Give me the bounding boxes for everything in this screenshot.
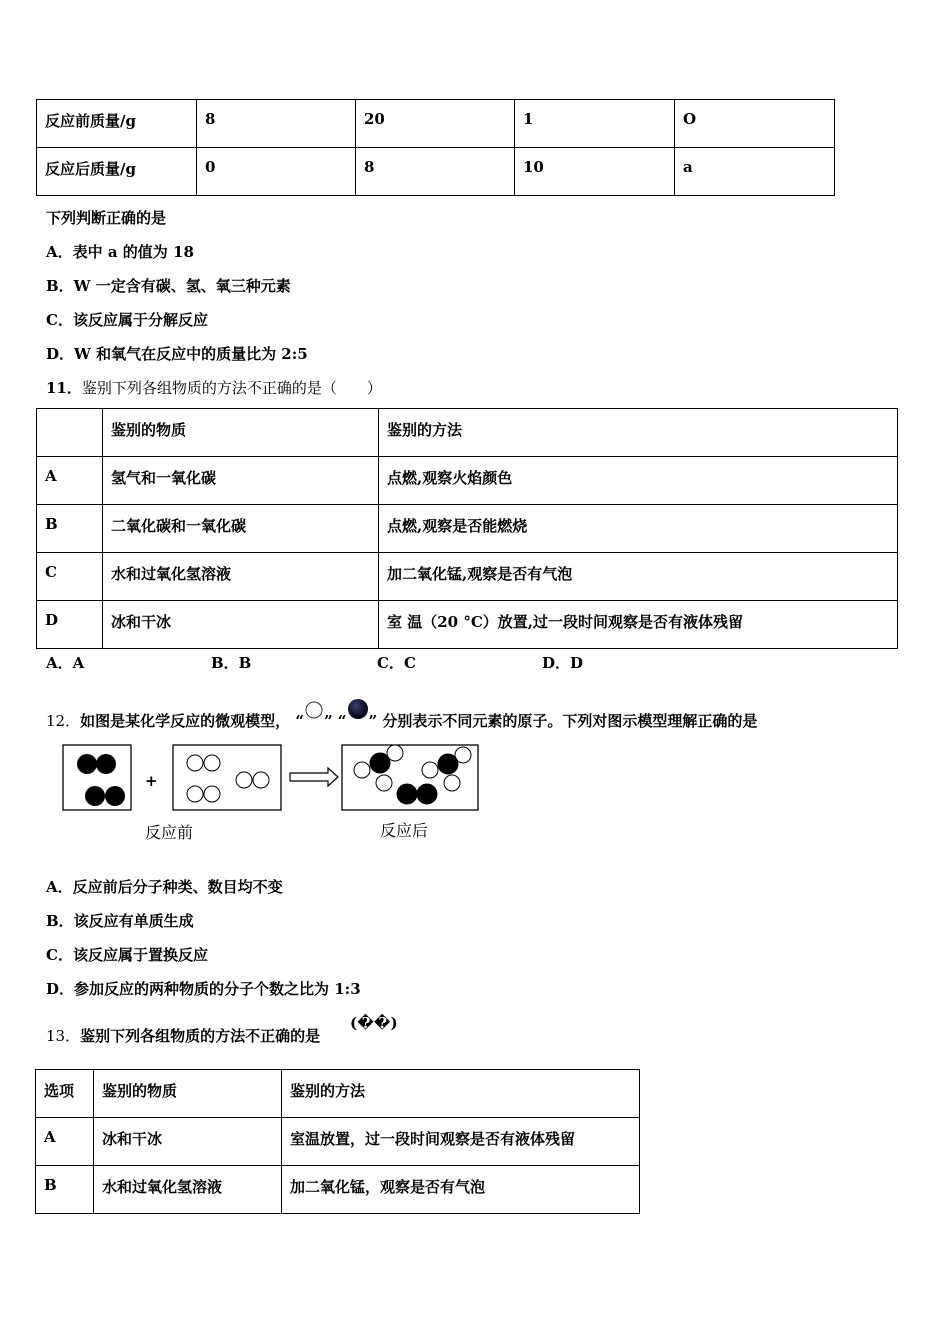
table-header-row xyxy=(37,409,898,457)
question-text-continued: 分别表示不同元素的原子。下列对图示模型理解正确的是 xyxy=(382,712,758,730)
table-cell: a xyxy=(675,148,835,196)
question-number: 13． xyxy=(46,1027,81,1045)
q13-table xyxy=(35,1069,640,1214)
header-cell: 鉴别的物质 xyxy=(103,409,379,457)
q13-garbled-parens: (��) xyxy=(350,1014,398,1032)
table-cell: 冰和干冰 xyxy=(94,1118,282,1166)
q12-option-d[interactable]: D．参加反应的两种物质的分子个数之比为 1:3 xyxy=(46,980,361,998)
choice-d[interactable]: D．D xyxy=(542,654,584,672)
reaction-mass-table xyxy=(36,99,835,196)
q12-option-c[interactable]: C．该反应属于置换反应 xyxy=(46,946,208,964)
option-letter: D xyxy=(37,601,103,649)
table-row xyxy=(37,601,898,649)
caption-after: 反应后 xyxy=(380,821,429,840)
question-text: 如图是某化学反应的微观模型， xyxy=(80,712,291,730)
choice-c[interactable]: C．C xyxy=(377,654,416,672)
plus-sign: + xyxy=(145,772,158,790)
table-cell: 二氧化碳和一氧化碳 xyxy=(103,505,379,553)
table-cell: 10 xyxy=(515,148,675,196)
question-text: 鉴别下列各组物质的方法不正确的是 xyxy=(80,1027,321,1045)
table-cell: 1 xyxy=(515,100,675,148)
q11-table xyxy=(36,408,898,649)
choice-b[interactable]: B．B xyxy=(211,654,252,672)
table-cell: 加二氧化锰,观察是否有气泡 xyxy=(379,553,898,601)
q10-option-b[interactable]: B．W 一定含有碳、氢、氧三种元素 xyxy=(46,277,291,295)
table-row xyxy=(37,553,898,601)
quote-close: ” xyxy=(368,712,378,730)
q12-stem xyxy=(46,698,757,731)
quote-close: ” xyxy=(323,712,333,730)
black-atom-icon xyxy=(347,698,369,720)
table-cell: 8 xyxy=(197,100,356,148)
q10-option-a[interactable]: A．表中 a 的值为 18 xyxy=(46,243,194,261)
q10-option-c[interactable]: C．该反应属于分解反应 xyxy=(46,311,208,329)
q10-prompt: 下列判断正确的是 xyxy=(46,209,167,227)
q10-option-d[interactable]: D．W 和氧气在反应中的质量比为 2:5 xyxy=(46,345,308,363)
table-cell: 0 xyxy=(197,148,356,196)
header-cell: 鉴别的方法 xyxy=(282,1070,640,1118)
header-cell xyxy=(37,409,103,457)
table-row xyxy=(37,148,835,196)
question-number: 12． xyxy=(46,712,81,730)
table-cell: O xyxy=(675,100,835,148)
row-label: 反应前质量/g xyxy=(37,100,197,148)
table-cell: 室 温（20 °C）放置,过一段时间观察是否有液体残留 xyxy=(379,601,898,649)
q11-stem xyxy=(46,378,382,398)
white-atom-icon xyxy=(304,700,324,720)
q12-option-a[interactable]: A．反应前后分子种类、数目均不变 xyxy=(46,878,283,896)
table-cell: 8 xyxy=(356,148,515,196)
table-cell: 20 xyxy=(356,100,515,148)
q11-choices xyxy=(0,652,950,672)
caption-before: 反应前 xyxy=(145,823,194,842)
table-row xyxy=(36,1166,640,1214)
table-cell: 点燃,观察是否能燃烧 xyxy=(379,505,898,553)
quote-open: “ xyxy=(295,712,304,730)
option-letter: B xyxy=(37,505,103,553)
table-cell: 室温放置，过一段时间观察是否有液体残留 xyxy=(282,1118,640,1166)
table-cell: 水和过氧化氢溶液 xyxy=(103,553,379,601)
q12-option-b[interactable]: B．该反应有单质生成 xyxy=(46,912,194,930)
row-label: 反应后质量/g xyxy=(37,148,197,196)
table-cell: 水和过氧化氢溶液 xyxy=(94,1166,282,1214)
table-row xyxy=(37,505,898,553)
table-cell: 加二氧化锰，观察是否有气泡 xyxy=(282,1166,640,1214)
header-cell: 选项 xyxy=(36,1070,94,1118)
quote-open: “ xyxy=(337,712,347,730)
table-cell: 点燃,观察火焰颜色 xyxy=(379,457,898,505)
q13-stem xyxy=(46,1026,320,1046)
header-cell: 鉴别的方法 xyxy=(379,409,898,457)
table-row xyxy=(37,100,835,148)
reaction-arrow-icon xyxy=(290,768,338,786)
option-letter: A xyxy=(37,457,103,505)
table-cell: 氢气和一氧化碳 xyxy=(103,457,379,505)
table-cell: 冰和干冰 xyxy=(103,601,379,649)
table-row xyxy=(37,457,898,505)
choice-a[interactable]: A．A xyxy=(46,654,85,672)
header-cell: 鉴别的物质 xyxy=(94,1070,282,1118)
option-letter: C xyxy=(37,553,103,601)
question-text: 鉴别下列各组物质的方法不正确的是（ ） xyxy=(81,379,382,397)
table-row xyxy=(36,1118,640,1166)
table-header-row xyxy=(36,1070,640,1118)
option-letter: A xyxy=(36,1118,94,1166)
question-number: 11． xyxy=(46,379,82,397)
option-letter: B xyxy=(36,1166,94,1214)
